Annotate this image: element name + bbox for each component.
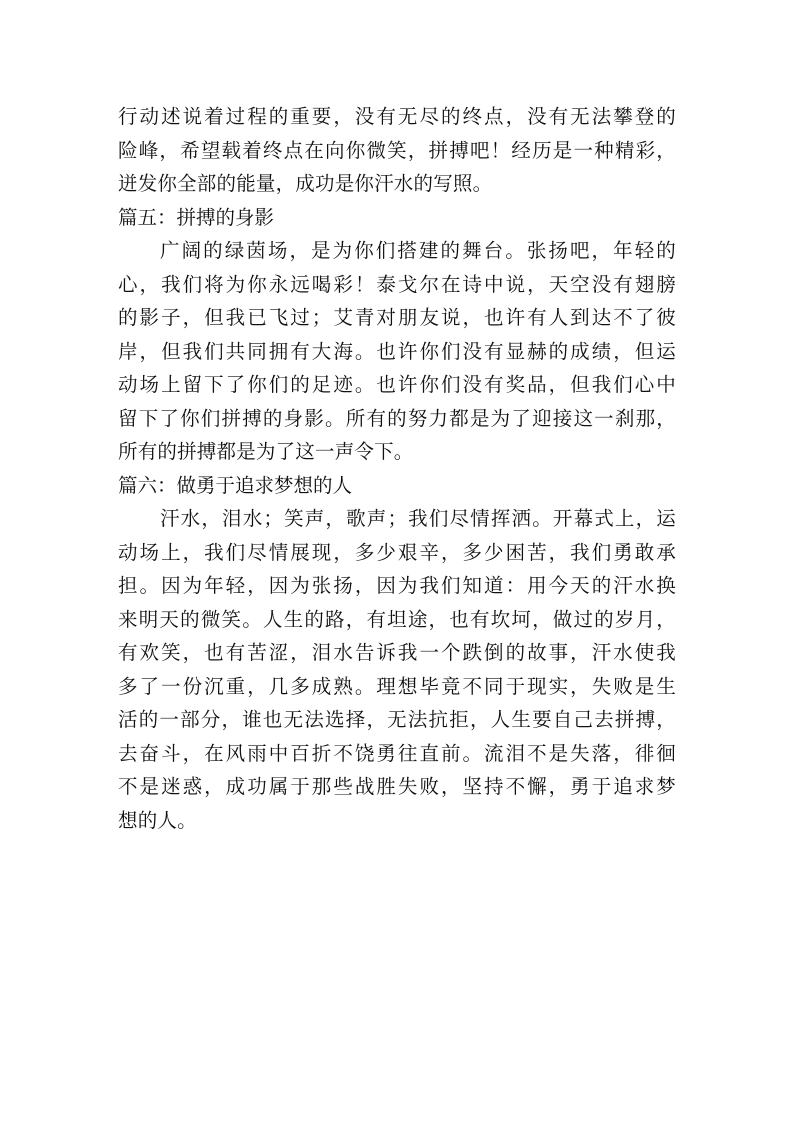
text-line: 汗水，泪水；笑声，歌声；我们尽情挥洒。开幕式上，运 (160, 507, 676, 530)
section-heading-6: 篇六：做勇于追求梦想的人 (118, 473, 353, 497)
text-line: 心，我们将为你永远喝彩！泰戈尔在诗中说，天空没有翅膀 (118, 272, 676, 296)
text-line: 的影子，但我已飞过；艾青对朋友说，也许有人到达不了彼 (118, 306, 676, 329)
text-line: 岸，但我们共同拥有大海。也许你们没有显赫的成绩，但运 (118, 339, 676, 363)
text-line: 迸发你全部的能量，成功是你汗水的写照。 (118, 172, 493, 195)
paragraph-section-6 (118, 502, 676, 837)
text-line: 来明天的微笑。人生的路，有坦途，也有坎坷，做过的岁月， (118, 607, 676, 631)
text-line: 广阔的绿茵场，是为你们搭建的舞台。张扬吧，年轻的 (160, 239, 676, 262)
text-line: 不是迷惑，成功属于那些战胜失败，坚持不懈，勇于追求梦 (118, 775, 676, 798)
text-line: 想的人。 (118, 808, 197, 832)
paragraph-section-5 (118, 234, 676, 469)
text-line: 活的一部分，谁也无法选择，无法抗拒，人生要自己去拼搏， (118, 708, 676, 731)
text-line: 去奋斗，在风雨中百折不饶勇往直前。流泪不是失落，徘徊 (118, 741, 676, 765)
text-line: 动场上，我们尽情展现，多少艰辛，多少困苦，我们勇敢承 (118, 540, 676, 564)
section-heading-5: 篇五：拼搏的身影 (118, 205, 275, 229)
text-line: 行动述说着过程的重要，没有无尽的终点，没有无法攀登的 (118, 105, 676, 128)
text-line: 留下了你们拼搏的身影。所有的努力都是为了迎接这一刹那， (118, 406, 676, 430)
document-page (118, 100, 676, 837)
text-line: 有欢笑，也有苦涩，泪水告诉我一个跌倒的故事，汗水使我 (118, 641, 676, 664)
text-line: 动场上留下了你们的足迹。也许你们没有奖品，但我们心中 (118, 373, 676, 396)
text-line: 所有的拼搏都是为了这一声令下。 (118, 440, 414, 463)
text-line: 多了一份沉重，几多成熟。理想毕竟不同于现实，失败是生 (118, 674, 676, 698)
paragraph-intro (118, 100, 676, 201)
text-line: 险峰，希望载着终点在向你微笑，拼搏吧！经历是一种精彩， (118, 138, 676, 162)
text-line: 担。因为年轻，因为张扬，因为我们知道：用今天的汗水换 (118, 574, 676, 597)
